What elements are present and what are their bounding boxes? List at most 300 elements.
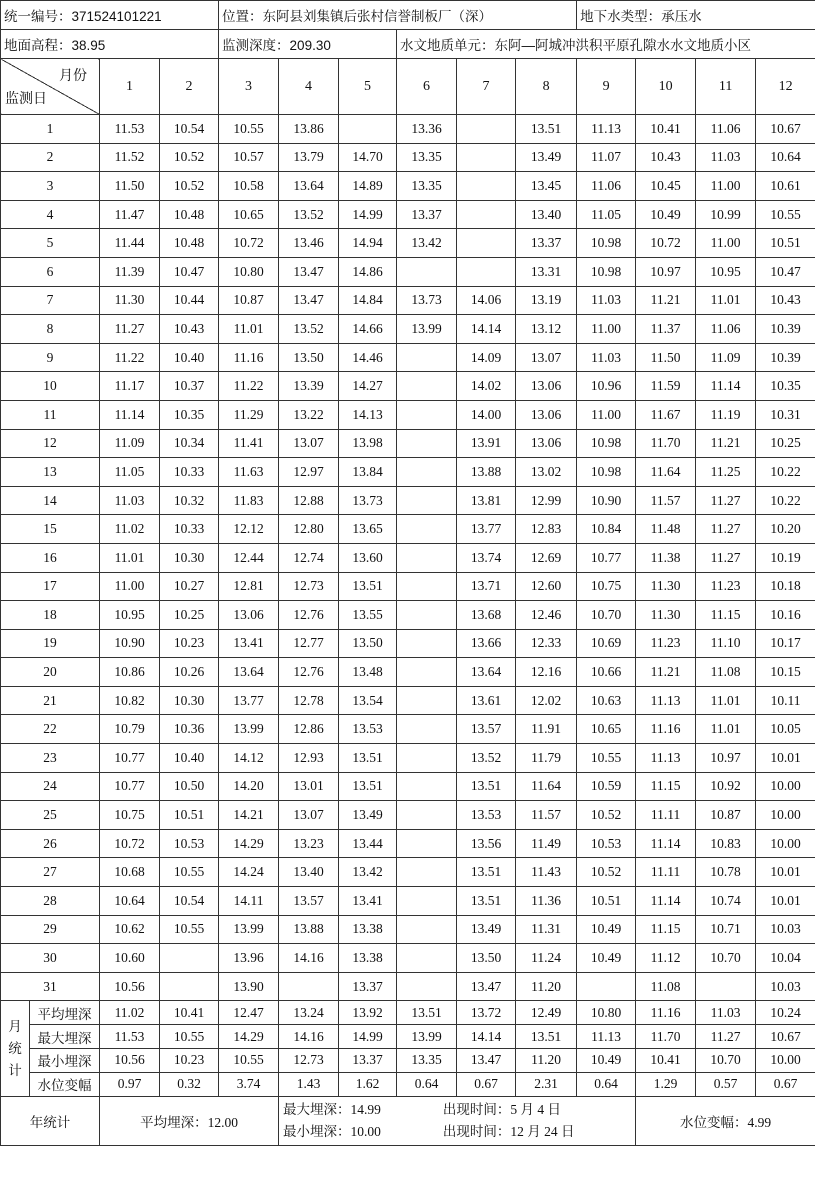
depth-cell: 11.09 bbox=[696, 343, 756, 372]
depth-cell: 11.05 bbox=[577, 200, 636, 229]
depth-cell: 10.72 bbox=[219, 229, 279, 258]
depth-cell bbox=[397, 858, 457, 887]
depth-cell: 11.30 bbox=[636, 601, 696, 630]
depth-cell bbox=[397, 343, 457, 372]
table-row bbox=[1, 858, 815, 887]
depth-cell: 11.01 bbox=[100, 543, 160, 572]
depth-cell: 11.29 bbox=[219, 400, 279, 429]
depth-cell: 10.01 bbox=[756, 887, 815, 916]
depth-cell: 10.62 bbox=[100, 915, 160, 944]
depth-cell: 12.02 bbox=[516, 686, 577, 715]
table-row bbox=[1, 801, 815, 830]
stat-cell: 10.55 bbox=[160, 1025, 219, 1049]
depth-cell bbox=[397, 515, 457, 544]
depth-cell: 13.40 bbox=[516, 200, 577, 229]
depth-cell: 10.64 bbox=[756, 143, 815, 172]
depth-cell: 13.36 bbox=[397, 115, 457, 144]
day-label: 8 bbox=[1, 315, 100, 344]
depth-cell: 14.20 bbox=[219, 772, 279, 801]
depth-cell: 10.95 bbox=[696, 257, 756, 286]
month-header: 4 bbox=[279, 59, 339, 115]
depth-cell: 13.47 bbox=[457, 972, 516, 1001]
depth-cell: 10.90 bbox=[100, 629, 160, 658]
depth-cell: 11.09 bbox=[100, 429, 160, 458]
depth-cell: 12.60 bbox=[516, 572, 577, 601]
depth-cell bbox=[397, 972, 457, 1001]
day-label: 23 bbox=[1, 744, 100, 773]
depth-cell: 14.24 bbox=[219, 858, 279, 887]
table-row bbox=[1, 715, 815, 744]
stat-cell: 11.20 bbox=[516, 1049, 577, 1073]
depth-cell: 11.13 bbox=[636, 686, 696, 715]
depth-cell: 13.07 bbox=[279, 801, 339, 830]
depth-cell bbox=[397, 543, 457, 572]
monthly-stat-row bbox=[1, 1049, 815, 1073]
depth-cell: 10.55 bbox=[160, 915, 219, 944]
depth-cell: 10.43 bbox=[636, 143, 696, 172]
depth-cell: 10.52 bbox=[577, 858, 636, 887]
stat-cell: 12.73 bbox=[279, 1049, 339, 1073]
depth-cell: 11.03 bbox=[577, 286, 636, 315]
depth-cell: 13.48 bbox=[339, 658, 397, 687]
stat-cell: 14.29 bbox=[219, 1025, 279, 1049]
depth-cell: 10.90 bbox=[577, 486, 636, 515]
stat-cell: 10.80 bbox=[577, 1001, 636, 1025]
depth-cell: 11.07 bbox=[577, 143, 636, 172]
depth-cell: 12.99 bbox=[516, 486, 577, 515]
depth-cell: 11.30 bbox=[100, 286, 160, 315]
depth-cell: 11.12 bbox=[636, 944, 696, 973]
depth-cell: 10.33 bbox=[160, 515, 219, 544]
month-header: 3 bbox=[219, 59, 279, 115]
day-label: 22 bbox=[1, 715, 100, 744]
depth-cell: 12.74 bbox=[279, 543, 339, 572]
depth-cell bbox=[397, 915, 457, 944]
depth-cell: 11.01 bbox=[219, 315, 279, 344]
depth-cell: 13.23 bbox=[279, 829, 339, 858]
depth-cell: 13.88 bbox=[457, 458, 516, 487]
stat-cell: 10.41 bbox=[160, 1001, 219, 1025]
depth-cell: 11.23 bbox=[636, 629, 696, 658]
depth-cell: 13.88 bbox=[279, 915, 339, 944]
depth-cell: 13.06 bbox=[219, 601, 279, 630]
table-row bbox=[1, 143, 815, 172]
day-label: 5 bbox=[1, 229, 100, 258]
depth-cell: 13.57 bbox=[279, 887, 339, 916]
stat-cell: 0.64 bbox=[397, 1072, 457, 1096]
monthly-stats-label-char: 统 bbox=[8, 1040, 22, 1056]
depth-cell: 10.45 bbox=[636, 172, 696, 201]
month-header: 12 bbox=[756, 59, 815, 115]
annual-stats-row bbox=[1, 1096, 815, 1145]
depth-cell: 11.24 bbox=[516, 944, 577, 973]
annual-min-depth: 最小埋深：10.00 bbox=[283, 1123, 381, 1139]
depth-cell bbox=[397, 257, 457, 286]
stat-cell: 0.67 bbox=[756, 1072, 815, 1096]
stat-cell: 13.35 bbox=[397, 1049, 457, 1073]
depth-cell: 12.16 bbox=[516, 658, 577, 687]
table-row bbox=[1, 972, 815, 1001]
depth-cell: 10.44 bbox=[160, 286, 219, 315]
depth-cell: 11.13 bbox=[577, 115, 636, 144]
depth-cell: 10.77 bbox=[100, 772, 160, 801]
depth-cell: 13.65 bbox=[339, 515, 397, 544]
depth-cell: 10.19 bbox=[756, 543, 815, 572]
stat-cell: 10.55 bbox=[219, 1049, 279, 1073]
depth-cell: 13.52 bbox=[279, 200, 339, 229]
table-row bbox=[1, 686, 815, 715]
depth-cell: 11.30 bbox=[636, 572, 696, 601]
stat-cell: 11.16 bbox=[636, 1001, 696, 1025]
annual-min-line bbox=[283, 1121, 635, 1143]
depth-cell: 11.13 bbox=[636, 744, 696, 773]
depth-cell: 10.26 bbox=[160, 658, 219, 687]
depth-cell: 14.27 bbox=[339, 372, 397, 401]
stat-cell: 10.00 bbox=[756, 1049, 815, 1073]
depth-cell bbox=[457, 200, 516, 229]
depth-cell: 13.50 bbox=[279, 343, 339, 372]
depth-cell: 10.72 bbox=[100, 829, 160, 858]
depth-cell bbox=[397, 572, 457, 601]
depth-cell: 12.93 bbox=[279, 744, 339, 773]
depth-cell: 10.83 bbox=[696, 829, 756, 858]
depth-cell: 10.49 bbox=[577, 915, 636, 944]
depth-cell: 11.50 bbox=[100, 172, 160, 201]
table-row bbox=[1, 458, 815, 487]
depth-cell: 10.17 bbox=[756, 629, 815, 658]
depth-cell: 12.78 bbox=[279, 686, 339, 715]
stat-cell: 12.47 bbox=[219, 1001, 279, 1025]
depth-cell: 13.54 bbox=[339, 686, 397, 715]
depth-cell: 12.44 bbox=[219, 543, 279, 572]
stat-cell: 11.03 bbox=[696, 1001, 756, 1025]
depth-cell: 11.15 bbox=[636, 772, 696, 801]
station-id: 统一编号：371524101221 bbox=[1, 1, 219, 30]
annual-amplitude: 水位变幅：4.99 bbox=[636, 1096, 815, 1145]
depth-cell bbox=[397, 887, 457, 916]
depth-cell: 13.47 bbox=[279, 286, 339, 315]
depth-cell: 10.40 bbox=[160, 343, 219, 372]
depth-cell: 13.50 bbox=[457, 944, 516, 973]
day-label: 18 bbox=[1, 601, 100, 630]
depth-cell: 10.78 bbox=[696, 858, 756, 887]
depth-cell: 10.41 bbox=[636, 115, 696, 144]
depth-cell: 11.57 bbox=[636, 486, 696, 515]
depth-cell: 14.11 bbox=[219, 887, 279, 916]
day-label: 21 bbox=[1, 686, 100, 715]
depth-cell: 11.22 bbox=[100, 343, 160, 372]
monthly-stat-row bbox=[1, 1025, 815, 1049]
depth-cell: 10.74 bbox=[696, 887, 756, 916]
depth-cell bbox=[397, 686, 457, 715]
depth-cell: 13.68 bbox=[457, 601, 516, 630]
depth-cell: 13.51 bbox=[457, 887, 516, 916]
stat-cell: 10.41 bbox=[636, 1049, 696, 1073]
depth-cell: 13.53 bbox=[339, 715, 397, 744]
depth-cell: 10.55 bbox=[577, 744, 636, 773]
depth-cell: 13.49 bbox=[457, 915, 516, 944]
depth-cell: 10.75 bbox=[577, 572, 636, 601]
depth-cell: 11.49 bbox=[516, 829, 577, 858]
table-row bbox=[1, 172, 815, 201]
depth-cell: 11.00 bbox=[696, 172, 756, 201]
depth-cell bbox=[397, 744, 457, 773]
depth-cell: 10.84 bbox=[577, 515, 636, 544]
depth-cell: 11.39 bbox=[100, 257, 160, 286]
depth-cell: 14.89 bbox=[339, 172, 397, 201]
depth-cell bbox=[397, 458, 457, 487]
depth-cell: 13.60 bbox=[339, 543, 397, 572]
stat-name: 最小埋深 bbox=[30, 1049, 100, 1073]
depth-cell: 14.66 bbox=[339, 315, 397, 344]
depth-cell: 10.86 bbox=[100, 658, 160, 687]
depth-cell: 10.54 bbox=[160, 115, 219, 144]
hydrogeologic-unit: 水文地质单元：东阿—阿城冲洪积平原孔隙水水文地质小区 bbox=[397, 30, 815, 59]
depth-cell: 11.64 bbox=[516, 772, 577, 801]
depth-cell: 13.66 bbox=[457, 629, 516, 658]
depth-cell: 10.56 bbox=[100, 972, 160, 1001]
depth-cell: 10.34 bbox=[160, 429, 219, 458]
depth-cell: 10.01 bbox=[756, 858, 815, 887]
depth-cell: 13.53 bbox=[457, 801, 516, 830]
month-header: 1 bbox=[100, 59, 160, 115]
depth-cell: 13.01 bbox=[279, 772, 339, 801]
table-row bbox=[1, 543, 815, 572]
depth-cell: 13.38 bbox=[339, 944, 397, 973]
depth-cell: 10.20 bbox=[756, 515, 815, 544]
table-row bbox=[1, 744, 815, 773]
depth-cell: 13.77 bbox=[457, 515, 516, 544]
depth-cell: 11.31 bbox=[516, 915, 577, 944]
stat-cell: 14.16 bbox=[279, 1025, 339, 1049]
depth-cell bbox=[397, 429, 457, 458]
depth-cell: 11.27 bbox=[100, 315, 160, 344]
depth-cell: 13.51 bbox=[516, 115, 577, 144]
depth-cell: 10.11 bbox=[756, 686, 815, 715]
table-row bbox=[1, 829, 815, 858]
annual-avg-depth: 平均埋深：12.00 bbox=[100, 1096, 279, 1145]
depth-cell: 13.71 bbox=[457, 572, 516, 601]
depth-cell: 14.86 bbox=[339, 257, 397, 286]
depth-cell: 13.38 bbox=[339, 915, 397, 944]
info-row-2 bbox=[1, 30, 815, 59]
stat-cell: 10.56 bbox=[100, 1049, 160, 1073]
depth-cell bbox=[397, 715, 457, 744]
month-header: 11 bbox=[696, 59, 756, 115]
depth-cell: 13.61 bbox=[457, 686, 516, 715]
monitoring-depth: 监测深度：209.30 bbox=[219, 30, 397, 59]
depth-cell: 13.42 bbox=[397, 229, 457, 258]
depth-cell bbox=[397, 658, 457, 687]
depth-cell: 13.37 bbox=[397, 200, 457, 229]
stat-cell: 13.92 bbox=[339, 1001, 397, 1025]
depth-cell: 11.15 bbox=[636, 915, 696, 944]
depth-cell: 11.20 bbox=[516, 972, 577, 1001]
depth-cell: 11.14 bbox=[100, 400, 160, 429]
depth-cell: 13.81 bbox=[457, 486, 516, 515]
stat-cell: 13.51 bbox=[516, 1025, 577, 1049]
day-label: 17 bbox=[1, 572, 100, 601]
depth-cell: 13.49 bbox=[339, 801, 397, 830]
depth-cell: 11.59 bbox=[636, 372, 696, 401]
depth-cell: 10.92 bbox=[696, 772, 756, 801]
depth-cell: 12.80 bbox=[279, 515, 339, 544]
depth-cell: 13.47 bbox=[279, 257, 339, 286]
depth-cell: 13.37 bbox=[516, 229, 577, 258]
depth-cell: 13.55 bbox=[339, 601, 397, 630]
table-row bbox=[1, 372, 815, 401]
depth-cell: 13.51 bbox=[457, 772, 516, 801]
stat-cell: 11.02 bbox=[100, 1001, 160, 1025]
depth-cell: 11.44 bbox=[100, 229, 160, 258]
table-row bbox=[1, 944, 815, 973]
depth-cell: 10.98 bbox=[577, 229, 636, 258]
stat-cell: 10.24 bbox=[756, 1001, 815, 1025]
depth-cell: 10.15 bbox=[756, 658, 815, 687]
depth-cell: 10.50 bbox=[160, 772, 219, 801]
depth-cell: 11.06 bbox=[696, 315, 756, 344]
depth-cell: 10.00 bbox=[756, 801, 815, 830]
depth-cell: 12.77 bbox=[279, 629, 339, 658]
day-label: 19 bbox=[1, 629, 100, 658]
depth-cell: 10.22 bbox=[756, 486, 815, 515]
table-row bbox=[1, 629, 815, 658]
depth-cell: 11.27 bbox=[696, 486, 756, 515]
depth-cell: 10.97 bbox=[696, 744, 756, 773]
depth-cell: 10.35 bbox=[756, 372, 815, 401]
table-row bbox=[1, 486, 815, 515]
depth-cell: 10.55 bbox=[219, 115, 279, 144]
depth-cell: 11.70 bbox=[636, 429, 696, 458]
depth-cell: 13.77 bbox=[219, 686, 279, 715]
depth-cell: 10.51 bbox=[756, 229, 815, 258]
depth-cell: 10.04 bbox=[756, 944, 815, 973]
depth-cell: 11.63 bbox=[219, 458, 279, 487]
depth-cell: 11.19 bbox=[696, 400, 756, 429]
depth-cell: 14.21 bbox=[219, 801, 279, 830]
depth-cell bbox=[397, 486, 457, 515]
depth-cell: 10.25 bbox=[160, 601, 219, 630]
depth-cell: 10.37 bbox=[160, 372, 219, 401]
depth-cell: 10.98 bbox=[577, 458, 636, 487]
stat-cell: 13.47 bbox=[457, 1049, 516, 1073]
stat-cell: 13.99 bbox=[397, 1025, 457, 1049]
depth-cell: 10.05 bbox=[756, 715, 815, 744]
depth-cell: 10.65 bbox=[219, 200, 279, 229]
depth-cell: 14.94 bbox=[339, 229, 397, 258]
depth-cell: 12.86 bbox=[279, 715, 339, 744]
depth-cell: 12.83 bbox=[516, 515, 577, 544]
depth-cell: 11.91 bbox=[516, 715, 577, 744]
depth-cell: 11.00 bbox=[577, 400, 636, 429]
depth-cell: 13.50 bbox=[339, 629, 397, 658]
stat-cell: 1.43 bbox=[279, 1072, 339, 1096]
groundwater-type: 地下水类型：承压水 bbox=[577, 1, 815, 30]
stat-name: 水位变幅 bbox=[30, 1072, 100, 1096]
depth-cell: 13.51 bbox=[339, 744, 397, 773]
month-header: 10 bbox=[636, 59, 696, 115]
depth-cell: 10.65 bbox=[577, 715, 636, 744]
depth-cell: 14.16 bbox=[279, 944, 339, 973]
depth-cell bbox=[397, 772, 457, 801]
annual-max-depth: 最大埋深：14.99 bbox=[283, 1101, 381, 1117]
depth-cell: 10.16 bbox=[756, 601, 815, 630]
depth-cell: 10.87 bbox=[219, 286, 279, 315]
stat-cell: 0.32 bbox=[160, 1072, 219, 1096]
stat-name: 最大埋深 bbox=[30, 1025, 100, 1049]
depth-cell: 11.57 bbox=[516, 801, 577, 830]
depth-cell bbox=[397, 372, 457, 401]
monthly-stat-row bbox=[1, 1072, 815, 1096]
table-row bbox=[1, 343, 815, 372]
day-label: 1 bbox=[1, 115, 100, 144]
stat-cell: 10.67 bbox=[756, 1025, 815, 1049]
depth-cell: 13.12 bbox=[516, 315, 577, 344]
depth-cell: 11.02 bbox=[100, 515, 160, 544]
depth-cell: 10.96 bbox=[577, 372, 636, 401]
stat-cell: 0.67 bbox=[457, 1072, 516, 1096]
day-label: 4 bbox=[1, 200, 100, 229]
depth-cell: 11.03 bbox=[696, 143, 756, 172]
depth-cell: 11.06 bbox=[577, 172, 636, 201]
depth-cell: 10.30 bbox=[160, 686, 219, 715]
depth-cell: 13.74 bbox=[457, 543, 516, 572]
table-row bbox=[1, 429, 815, 458]
depth-cell: 13.57 bbox=[457, 715, 516, 744]
stat-cell: 13.24 bbox=[279, 1001, 339, 1025]
depth-cell: 10.72 bbox=[636, 229, 696, 258]
depth-cell: 11.22 bbox=[219, 372, 279, 401]
month-header: 5 bbox=[339, 59, 397, 115]
depth-cell: 11.50 bbox=[636, 343, 696, 372]
depth-cell bbox=[160, 972, 219, 1001]
depth-cell: 10.43 bbox=[756, 286, 815, 315]
depth-cell: 13.02 bbox=[516, 458, 577, 487]
depth-cell bbox=[457, 143, 516, 172]
depth-cell: 10.95 bbox=[100, 601, 160, 630]
day-label: 12 bbox=[1, 429, 100, 458]
stat-cell: 13.37 bbox=[339, 1049, 397, 1073]
table-row bbox=[1, 400, 815, 429]
depth-cell: 10.51 bbox=[160, 801, 219, 830]
day-label: 7 bbox=[1, 286, 100, 315]
depth-cell: 11.23 bbox=[696, 572, 756, 601]
depth-cell: 11.11 bbox=[636, 801, 696, 830]
depth-cell: 13.07 bbox=[516, 343, 577, 372]
depth-cell: 14.14 bbox=[457, 315, 516, 344]
depth-cell bbox=[160, 944, 219, 973]
ground-elevation: 地面高程：38.95 bbox=[1, 30, 219, 59]
depth-cell: 10.22 bbox=[756, 458, 815, 487]
stat-cell: 14.99 bbox=[339, 1025, 397, 1049]
depth-cell: 12.33 bbox=[516, 629, 577, 658]
depth-cell: 14.29 bbox=[219, 829, 279, 858]
depth-cell: 12.73 bbox=[279, 572, 339, 601]
day-label: 16 bbox=[1, 543, 100, 572]
stat-cell: 2.31 bbox=[516, 1072, 577, 1096]
table-row bbox=[1, 257, 815, 286]
depth-cell: 10.64 bbox=[100, 887, 160, 916]
depth-cell: 11.83 bbox=[219, 486, 279, 515]
depth-cell: 11.08 bbox=[696, 658, 756, 687]
corner-day-label: 监测日 bbox=[5, 92, 47, 107]
depth-cell: 13.06 bbox=[516, 429, 577, 458]
depth-cell bbox=[397, 829, 457, 858]
depth-cell: 10.36 bbox=[160, 715, 219, 744]
stat-name: 平均埋深 bbox=[30, 1001, 100, 1025]
depth-cell: 14.12 bbox=[219, 744, 279, 773]
depth-cell: 10.52 bbox=[160, 143, 219, 172]
